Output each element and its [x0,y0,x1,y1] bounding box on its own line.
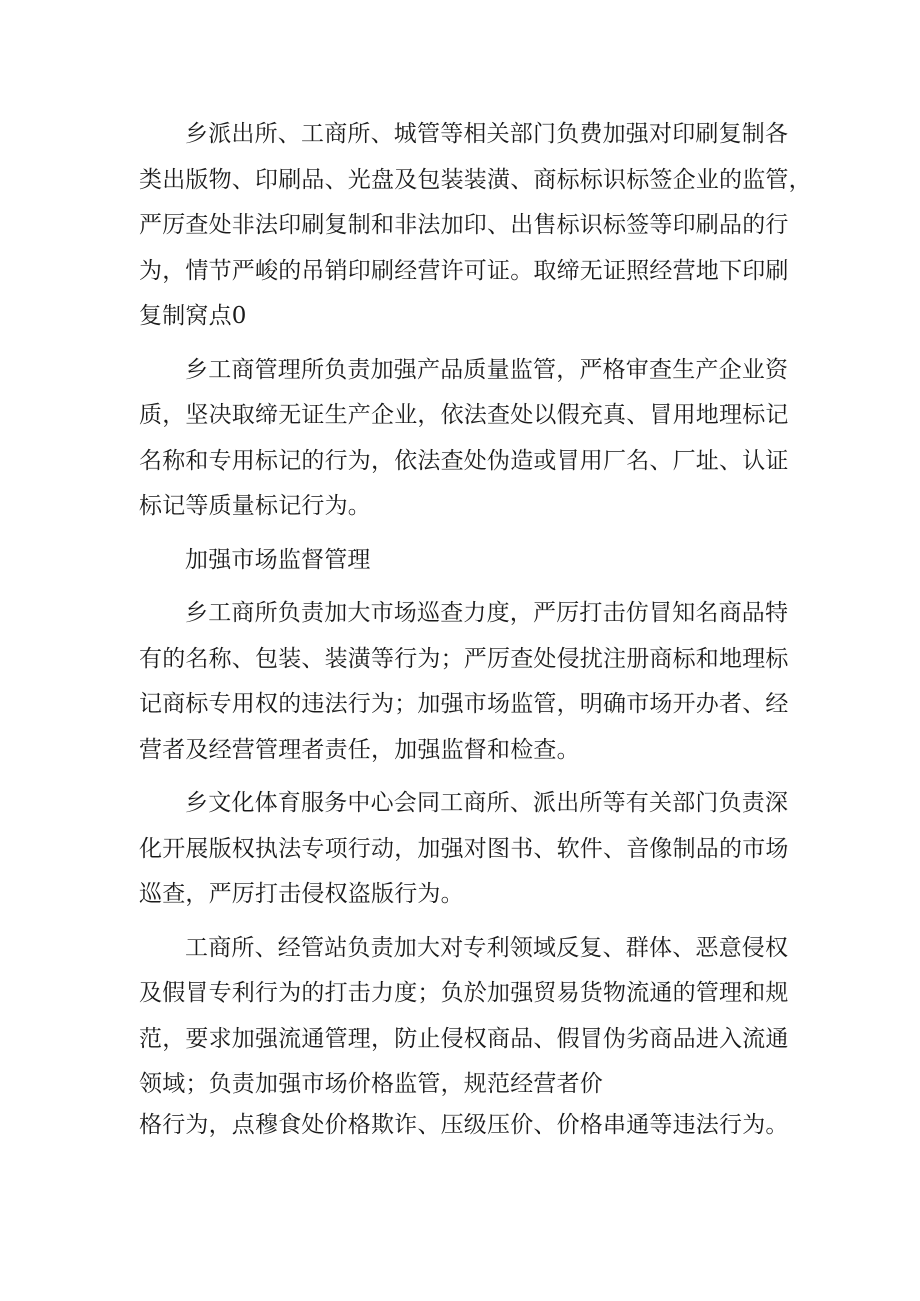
paragraph-line: 化开展版权执法专项行动，加强对图书、软件、音像制品的市场 [139,835,789,862]
paragraph-line: 乡文化体育服务中心会同工商所、派出所等有关部门负责深 [185,790,789,816]
section-heading: 加强市场监督管理 [185,546,371,573]
paragraph-line: 质，坚决取缔无证生产企业，依法查处以假充真、冒用地理标记 [139,402,789,428]
paragraph-line: 为，情节严峻的吊销印刷经营许可证。取缔无证照经营地下印刷 [139,257,789,284]
paragraph-line: 名称和专用标记的行为，依法查处伪造或冒用厂名、厂址、认证 [139,447,789,474]
paragraph-line: 范，要求加强流通管理，防止侵权商品、假冒伪劣商品进入流通 [139,1025,789,1052]
paragraph-market-inspection [139,591,789,773]
paragraph-line: 巡查，严厉打击侵权盗版行为。 [139,881,464,907]
section-heading-market-supervision [139,538,789,584]
document-body [139,112,812,1142]
paragraph-line: 乡派出所、工商所、城管等相关部门负费加强对印刷复制各 [185,121,789,147]
paragraph-line: 工商所、经管站负责加大对专利领域反复、群体、恶意侵权 [185,934,789,961]
paragraph-line: 复制窝点0 [139,303,247,329]
paragraph-printing-oversight [139,112,812,340]
paragraph-line: 乡工商所负责加大市场巡查力度，严厉打击仿冒知名商品特 [185,600,789,626]
paragraph-line: 标记等质量标记行为。 [139,493,371,519]
paragraph-line: 营者及经营管理者责任，加强监督和检查。 [139,736,580,763]
paragraph-patent-enforcement [139,926,789,1142]
paragraph-gap [139,918,789,926]
paragraph-gap [139,340,789,348]
paragraph-gap [139,583,789,591]
paragraph-gap [139,530,789,538]
paragraph-line: 乡工商管理所负责加强产品质量监管，严格审查生产企业资 [185,356,789,383]
paragraph-line: 领域；负责加强市场价格监管，规范经营者价 [139,1071,603,1097]
paragraph-gap [139,773,789,781]
paragraph-line: 格行为，点穆食处价格欺诈、压级压价、价格串通等违法行为。 [139,1111,789,1138]
paragraph-line: 记商标专用权的违法行为；加强市场监管，明确市场开办者、经 [139,691,789,717]
paragraph-line: 有的名称、包装、装潢等行为；严厉查处侵扰注册商标和地理标 [139,645,789,672]
paragraph-line: 类出版物、印刷品、光盘及包装装潢、商标标识标签企业的监管， [139,166,812,193]
paragraph-product-quality [139,348,789,530]
paragraph-line: 严厉查处非法印刷复制和非法加印、出售标识标签等印刷品的行 [139,212,789,238]
paragraph-line: 及假冒专利行为的打击力度；负於加强贸易货物流通的管理和规 [139,980,789,1006]
paragraph-copyright-enforcement [139,781,789,918]
